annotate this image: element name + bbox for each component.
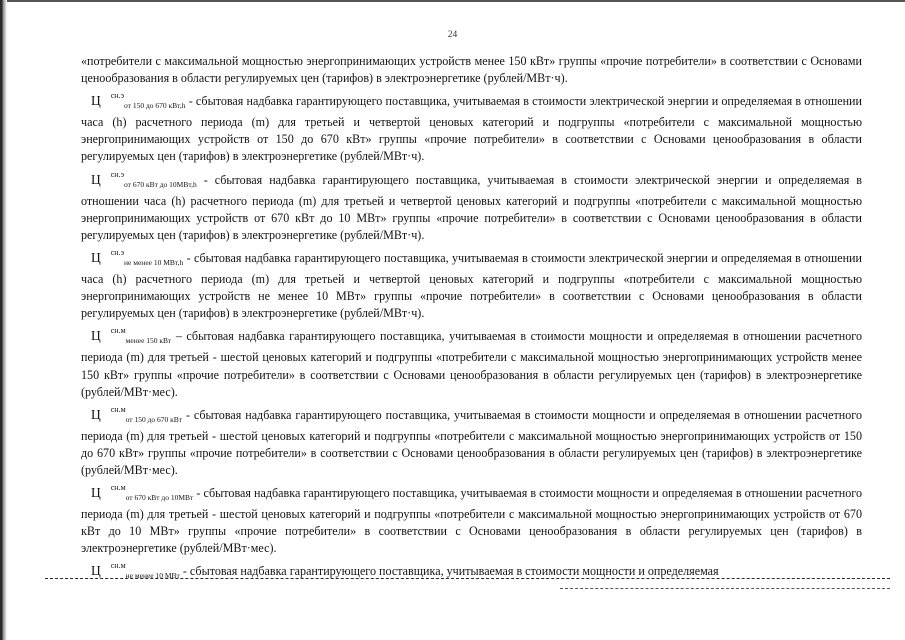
definition-paragraph-7 xyxy=(81,557,862,584)
formula-superscript: сн.э xyxy=(110,169,125,179)
formula-symbol: Ц xyxy=(91,563,101,579)
formula-subscript: от 150 до 670 кВт xyxy=(125,414,183,424)
definition-text: - сбытовая надбавка гарантирующего поставщика, учитываемая в стоимости мощности и определяемая в отношении расчетного периода (m) для третьей - шестой ценовых категорий и подгруппы «потребители с максимальной мощностью энергопринимающих устройств от 150 до 670 кВт» группы «прочие потребители» в соответствии с Основами ценообразования в области регулируемых цен (тарифов) в электроэнергетике (рублей/МВт·мес). xyxy=(81,407,862,477)
formula-indices xyxy=(101,244,184,271)
definition-paragraph-4 xyxy=(81,322,862,400)
formula-symbol: Ц xyxy=(91,93,101,109)
definition-paragraph-2 xyxy=(81,166,862,244)
page-number: 24 xyxy=(447,30,458,40)
formula-symbol: Ц xyxy=(91,328,101,344)
formula-symbol: Ц xyxy=(91,249,101,265)
formula-superscript: сн.э xyxy=(110,247,125,257)
formula-superscript: сн.м xyxy=(110,326,126,336)
formula-subscript: не менее 10 МВт,h xyxy=(124,257,184,267)
formula-indices xyxy=(101,87,186,114)
definition-text: – сбытовая надбавка гарантирующего поставщика, учитываемая в стоимости мощности и определяемая в отношении расчетного периода (m) для третьей - шестой ценовых категорий и подгруппы «потребители с максимальной мощностью энергопринимающих устройств менее 150 кВт» группы «прочие потребители» в соответствии с Основами ценообразования в области регулируемых цен (тарифов) в электроэнергетике (рублей/МВт·мес). xyxy=(81,329,862,399)
scan-cut-line-secondary xyxy=(560,588,890,590)
formula-superscript: сн.м xyxy=(110,561,126,571)
definition-paragraph-5 xyxy=(81,401,862,479)
definition-paragraph-1 xyxy=(81,87,862,165)
definition-paragraph-6 xyxy=(81,479,862,557)
formula-indices xyxy=(101,322,172,349)
definition-text: - сбытовая надбавка гарантирующего поставщика, учитываемая в стоимости мощности и определяемая xyxy=(182,564,719,579)
formula-superscript: сн.м xyxy=(110,483,126,493)
formula-indices xyxy=(101,557,180,584)
definition-text: - сбытовая надбавка гарантирующего поставщика, учитываемая в стоимости электрической энергии и определяемая в отношении часа (h) расчетного периода (m) для третьей и четвертой ценовых категорий и подгруппы «потребители с максимальной мощностью энергопринимающих устройств от 670 кВт до 10 МВт» группы «прочие потребители» в соответствии с Основами ценообразования в области регулируемых цен (тарифов) в электроэнергетике (рублей/МВт·ч). xyxy=(81,172,862,242)
scan-edge-left xyxy=(0,0,7,640)
formula-subscript: от 670 кВт до 10МВт,h xyxy=(124,179,197,189)
definition-paragraph-3 xyxy=(81,244,862,322)
formula-superscript: сн.э xyxy=(110,91,125,101)
formula-subscript: от 150 до 670 кВт,h xyxy=(124,101,186,111)
formula-indices xyxy=(101,479,194,506)
formula-symbol: Ц xyxy=(91,406,101,422)
formula-subscript: от 670 кВт до 10МВт xyxy=(125,493,194,503)
scan-cut-line xyxy=(45,578,890,580)
definition-text: - сбытовая надбавка гарантирующего поставщика, учитываемая в стоимости электрической энергии и определяемая в отношении часа (h) расчетного периода (m) для третьей и четвертой ценовых категорий и подгруппы «потребители с максимальной мощностью энергопринимающих устройств не менее 10 МВт» группы «прочие потребители» в соответствии с Основами ценообразования в области регулируемых цен (тарифов) в электроэнергетике (рублей/МВт·ч). xyxy=(81,250,862,321)
definition-text: - сбытовая надбавка гарантирующего поставщика, учитываемая в стоимости электрической энергии и определяемая в отношении часа (h) расчетного периода (m) для третьей и четвертой ценовых категорий и подгруппы «потребители с максимальной мощностью энергопринимающих устройств от 150 до 670 кВт» группы «прочие потребители» в соответствии с Основами ценообразования в области регулируемых цен (тарифов) в электроэнергетике (рублей/МВт·ч). xyxy=(81,94,862,164)
formula-indices xyxy=(101,166,197,193)
scan-edge-top xyxy=(0,0,905,2)
formula-subscript: не менее 10 МВт xyxy=(125,571,180,581)
intro-paragraph: «потребители с максимальной мощностью энергопринимающих устройств менее 150 кВт» группы «прочие потребители» в соответствии с Основами ценообразования в области регулируемых цен (тарифов) в электроэнергетике (рублей/МВт·ч). xyxy=(81,54,862,86)
formula-symbol: Ц xyxy=(91,171,101,187)
formula-superscript: сн.м xyxy=(110,404,126,414)
document-body xyxy=(81,53,862,585)
definition-text: - сбытовая надбавка гарантирующего поставщика, учитываемая в стоимости мощности и определяемая в отношении расчетного периода (m) для третьей - шестой ценовых категорий и подгруппы «потребители с максимальной мощностью энергопринимающих устройств от 670 кВт до 10 МВт» группы «прочие потребители» в соответствии с Основами ценообразования в области регулируемых цен (тарифов) в электроэнергетике (рублей/МВт·мес). xyxy=(81,486,862,556)
formula-symbol: Ц xyxy=(91,485,101,501)
formula-indices xyxy=(101,401,182,428)
formula-subscript: менее 150 кВт xyxy=(125,336,172,346)
